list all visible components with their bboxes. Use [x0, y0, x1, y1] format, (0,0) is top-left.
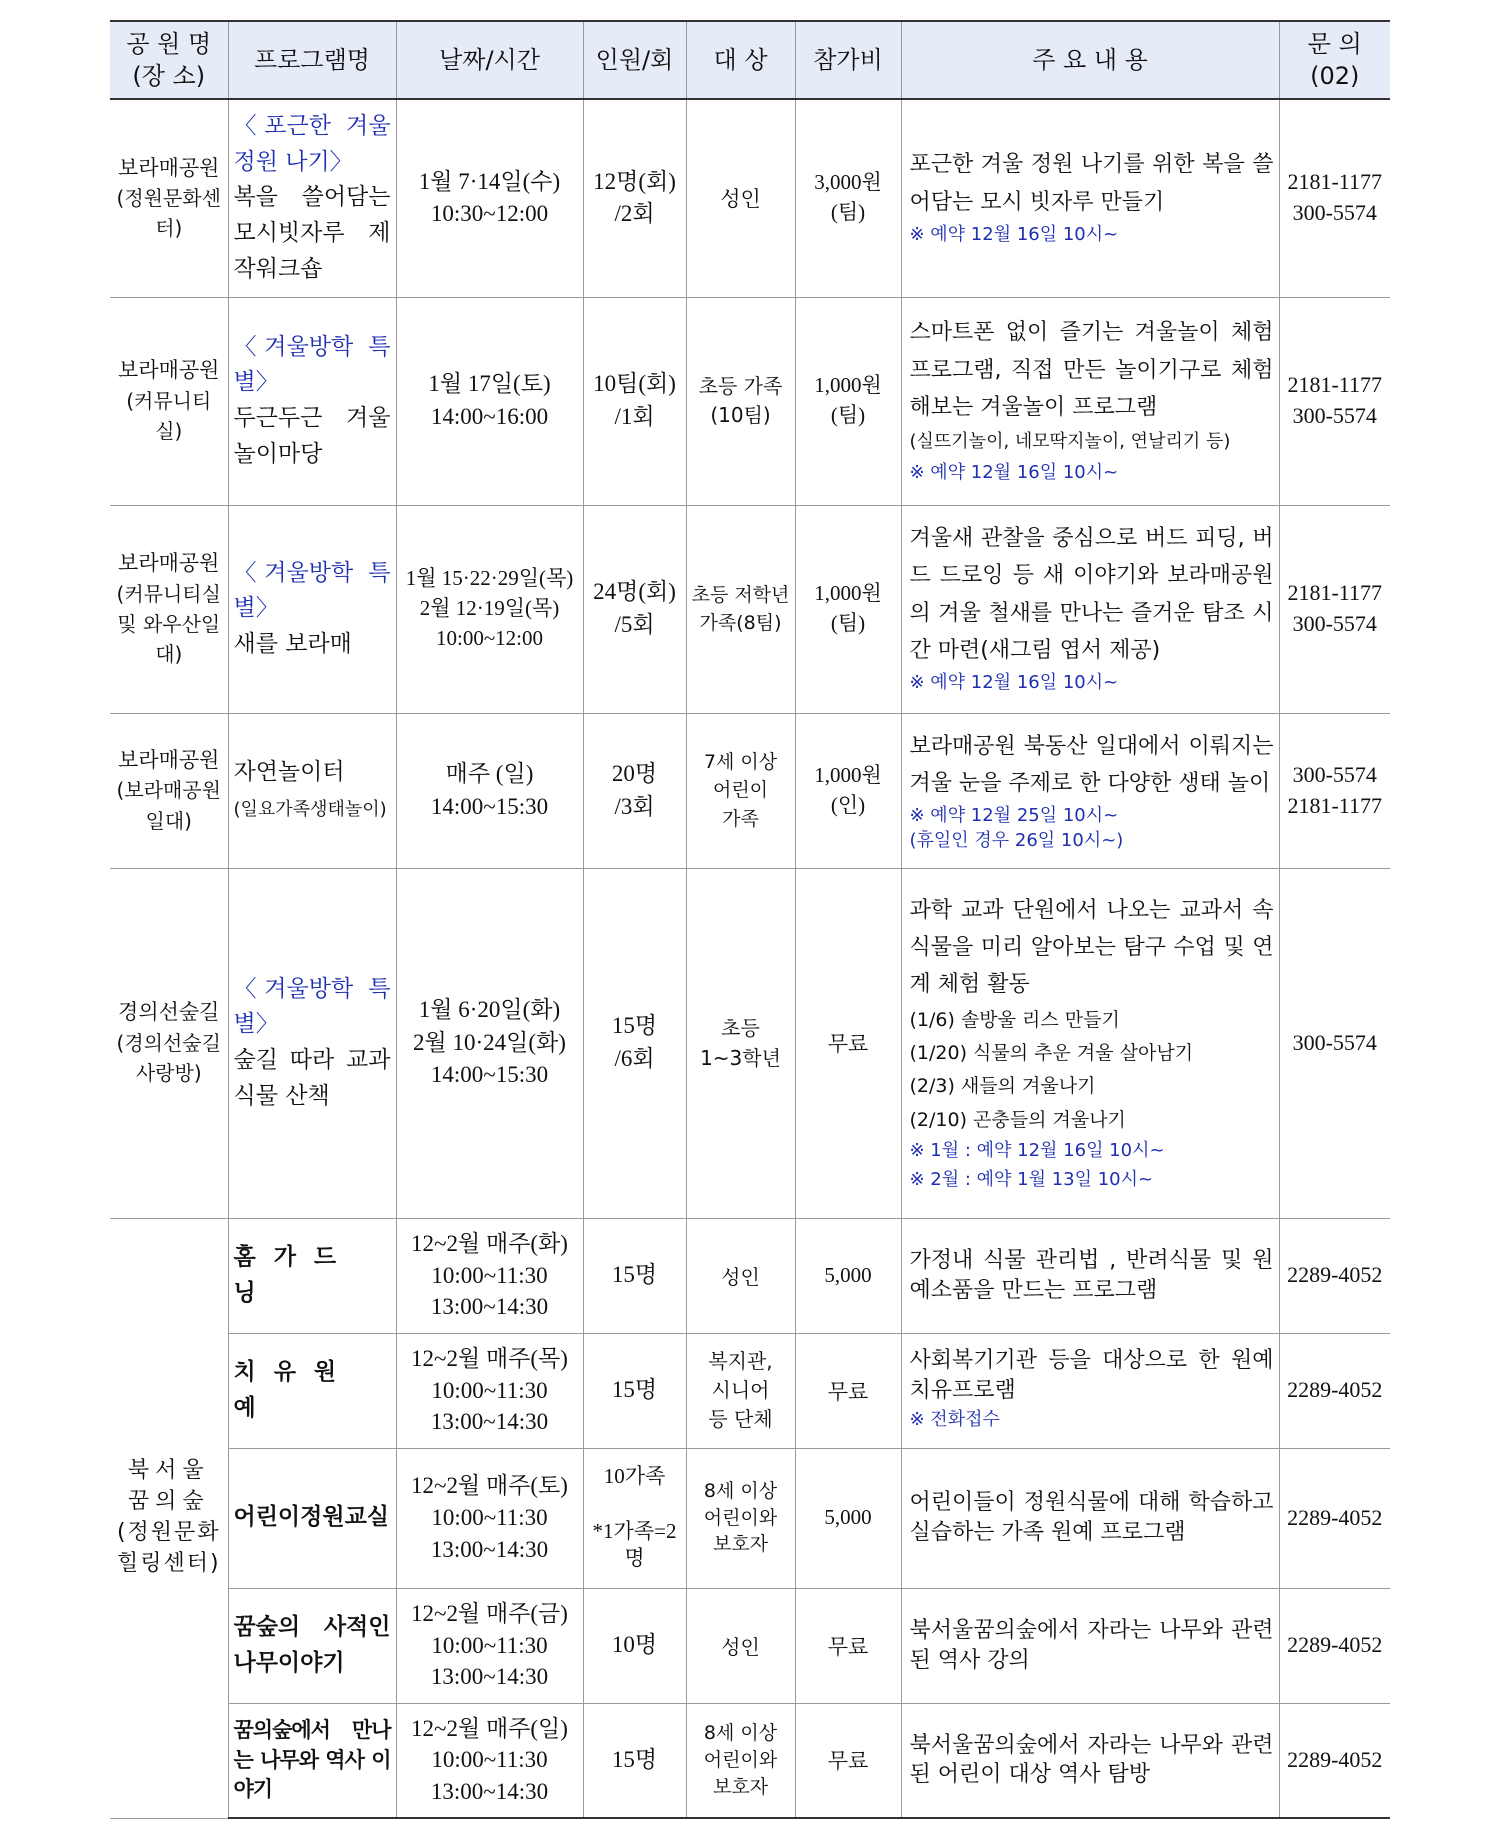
target-cell: 8세 이상 어린이와 보호자	[686, 1703, 795, 1818]
park-cell	[110, 505, 228, 713]
table-row	[110, 1703, 1390, 1818]
program-name: 새를 보라매	[233, 630, 352, 657]
capacity-cell: 15명	[583, 1218, 686, 1333]
capacity-cell: 24명(회) /5회	[583, 505, 686, 713]
contact-cell: 2289-4052	[1279, 1333, 1390, 1448]
contact-cell: 2181-1177 300-5574	[1279, 99, 1390, 297]
reservation-note: ※ 예약 12월 16일 10시~	[909, 672, 1119, 694]
contact-cell: 300-5574 2181-1177	[1279, 713, 1390, 868]
park-name: 경의선숲길	[118, 1000, 220, 1025]
program-tag: 〈겨울방학 특별〉	[233, 975, 391, 1038]
program-cell: 어린이정원교실	[228, 1448, 396, 1588]
fee-cell: 무료	[795, 1703, 901, 1818]
fee-cell: 무료	[795, 868, 901, 1218]
target-cell: 초등 1~3학년	[686, 868, 795, 1218]
target-cell: 성인	[686, 99, 795, 297]
park-name: 북서울 꿈의숲	[127, 1458, 210, 1515]
target-cell: 성인	[686, 1218, 795, 1333]
park-place: (경의선숲길 사랑방)	[116, 1030, 221, 1086]
contact-cell: 2181-1177 300-5574	[1279, 505, 1390, 713]
program-cell: 꿈숲의 사적인 나무이야기	[228, 1588, 396, 1703]
capacity-cell: 10팀(회) /1회	[583, 297, 686, 505]
program-cell	[228, 713, 396, 868]
datetime-cell: 12~2월 매주(화) 10:00~11:30 13:00~14:30	[396, 1218, 583, 1333]
contact-cell: 2289-4052	[1279, 1703, 1390, 1818]
content-cell	[901, 713, 1279, 868]
park-place: (정원문화 힐링센터)	[116, 1520, 221, 1576]
contact-cell: 2289-4052	[1279, 1218, 1390, 1333]
program-subtitle: (일요가족생태놀이)	[233, 798, 387, 820]
program-cell	[228, 868, 396, 1218]
program-name: 자연놀이터	[233, 758, 345, 785]
fee-cell: 1,000원 (팀)	[795, 505, 901, 713]
reservation-note: ※ 전화접수	[909, 1408, 1000, 1430]
header-park: 공 원 명 (장 소)	[110, 21, 228, 99]
program-tag: 〈겨울방학 특별〉	[233, 559, 391, 622]
program-table	[110, 20, 1390, 1819]
park-name: 보라매공원	[118, 358, 220, 383]
content-text: 보라매공원 북동산 일대에서 이뤄지는 겨울 눈을 주제로 한 다양한 생태 놀이	[909, 733, 1274, 797]
target-cell: 7세 이상 어린이 가족	[686, 713, 795, 868]
reservation-note: ※ 예약 12월 16일 10시~	[909, 461, 1119, 483]
capacity-cell: 10가족 *1가족=2명	[583, 1448, 686, 1588]
program-name: 두근두근 겨울놀이마당	[233, 405, 391, 467]
content-text: 스마트폰 없이 즐기는 겨울놀이 체험 프로그램, 직접 만든 놀이기구로 체험해보는 겨울놀이 프로그램	[909, 320, 1274, 421]
park-cell	[110, 713, 228, 868]
datetime-cell: 12~2월 매주(일) 10:00~11:30 13:00~14:30	[396, 1703, 583, 1818]
park-place: (정원문화센터)	[116, 186, 221, 241]
header-datetime: 날짜/시간	[396, 21, 583, 99]
park-cell	[110, 1218, 228, 1818]
content-list-item: (1/20) 식물의 추운 겨울 살아남기	[909, 1042, 1194, 1065]
program-tag: 〈포근한 겨울 정원 나기〉	[233, 113, 391, 175]
header-fee: 참가비	[795, 21, 901, 99]
park-cell	[110, 99, 228, 297]
content-text: 겨울새 관찰을 중심으로 버드 피딩, 버드 드로잉 등 새 이야기와 보라매공원의 겨울 철새를 만나는 즐거운 탐조 시간 마련(새그림 엽서 제공)	[909, 525, 1274, 663]
table-row	[110, 1448, 1390, 1588]
table-row	[110, 99, 1390, 297]
content-text: 포근한 겨울 정원 나기를 위한 복을 쓸어담는 모시 빗자루 만들기	[909, 152, 1274, 215]
fee-cell: 무료	[795, 1333, 901, 1448]
target-cell: 초등 저학년 가족(8팀)	[686, 505, 795, 713]
datetime-cell: 12~2월 매주(토) 10:00~11:30 13:00~14:30	[396, 1448, 583, 1588]
capacity-cell: 15명	[583, 1333, 686, 1448]
fee-cell: 3,000원 (팀)	[795, 99, 901, 297]
contact-cell: 2181-1177 300-5574	[1279, 297, 1390, 505]
program-cell	[228, 505, 396, 713]
datetime-cell: 12~2월 매주(금) 10:00~11:30 13:00~14:30	[396, 1588, 583, 1703]
contact-cell: 2289-4052	[1279, 1588, 1390, 1703]
header-capacity: 인원/회	[583, 21, 686, 99]
target-cell: 복지관, 시니어 등 단체	[686, 1333, 795, 1448]
datetime-cell: 12~2월 매주(목) 10:00~11:30 13:00~14:30	[396, 1333, 583, 1448]
content-text: 과학 교과 단원에서 나오는 교과서 속 식물을 미리 알아보는 탐구 수업 및 연계 체험 활동	[909, 897, 1274, 998]
content-cell: 북서울꿈의숲에서 자라는 나무와 관련된 역사 강의	[901, 1588, 1279, 1703]
capacity-cell: 15명 /6회	[583, 868, 686, 1218]
datetime-cell: 1월 17일(토) 14:00~16:00	[396, 297, 583, 505]
header-row	[110, 21, 1390, 99]
contact-cell: 2289-4052	[1279, 1448, 1390, 1588]
park-place: (커뮤니티실)	[126, 388, 212, 444]
table-row	[110, 297, 1390, 505]
park-cell	[110, 868, 228, 1218]
content-detail: (실뜨기놀이, 네모딱지놀이, 연날리기 등)	[909, 431, 1231, 453]
program-name: 숲길 따라 교과 식물 산책	[233, 1047, 391, 1109]
table-row	[110, 1218, 1390, 1333]
target-cell: 성인	[686, 1588, 795, 1703]
content-cell: 어린이들이 정원식물에 대해 학습하고 실습하는 가족 원예 프로그램	[901, 1448, 1279, 1588]
header-contact: 문 의 (02)	[1279, 21, 1390, 99]
content-cell: 가정내 식물 관리법 , 반려식물 및 원예소품을 만드는 프로그램	[901, 1218, 1279, 1333]
park-cell	[110, 297, 228, 505]
fee-cell: 1,000원 (인)	[795, 713, 901, 868]
capacity-cell: 20명 /3회	[583, 713, 686, 868]
reservation-note: ※ 예약 12월 16일 10시~	[909, 224, 1119, 246]
content-cell: 북서울꿈의숲에서 자라는 나무와 관련된 어린이 대상 역사 탐방	[901, 1703, 1279, 1818]
content-list-item: (1/6) 솔방울 리스 만들기	[909, 1008, 1120, 1031]
park-place: (커뮤니티실 및 와우산일대)	[116, 581, 221, 667]
table-row	[110, 868, 1390, 1218]
content-text: 사회복기기관 등을 대상으로 한 원예치유프로램	[909, 1348, 1274, 1404]
table-row	[110, 1333, 1390, 1448]
reservation-note: ※ 예약 12월 25일 10시~ (휴일인 경우 26일 10시~)	[909, 804, 1124, 851]
program-cell: 꿈의숲에서 만나는 나무와 역사 이야기	[228, 1703, 396, 1818]
datetime-cell: 1월 7·14일(수) 10:30~12:00	[396, 99, 583, 297]
fee-cell: 5,000	[795, 1218, 901, 1333]
content-cell	[901, 297, 1279, 505]
program-cell	[228, 99, 396, 297]
content-list-item: (2/10) 곤충들의 겨울나기	[909, 1108, 1126, 1131]
content-cell	[901, 99, 1279, 297]
header-target: 대 상	[686, 21, 795, 99]
fee-cell: 5,000	[795, 1448, 901, 1588]
datetime-cell: 매주 (일) 14:00~15:30	[396, 713, 583, 868]
content-cell	[901, 868, 1279, 1218]
park-name: 보라매공원	[118, 155, 220, 180]
program-cell: 홈가드닝	[228, 1218, 396, 1333]
header-content: 주 요 내 용	[901, 21, 1279, 99]
content-cell	[901, 1333, 1279, 1448]
program-tag: 〈겨울방학 특별〉	[233, 333, 391, 396]
table-row	[110, 713, 1390, 868]
table-row	[110, 1588, 1390, 1703]
content-list-item: (2/3) 새들의 겨울나기	[909, 1075, 1096, 1098]
program-cell: 치유원예	[228, 1333, 396, 1448]
fee-cell: 무료	[795, 1588, 901, 1703]
program-name: 복을 쓸어담는 모시빗자루 제작워크숍	[233, 184, 391, 282]
header-program: 프로그램명	[228, 21, 396, 99]
reservation-note: ※ 1월 : 예약 12월 16일 10시~ ※ 2월 : 예약 1월 13일 10시~	[909, 1139, 1165, 1190]
content-cell	[901, 505, 1279, 713]
datetime-cell: 1월 15·22·29일(목) 2월 12·19일(목) 10:00~12:00	[396, 505, 583, 713]
fee-cell: 1,000원 (팀)	[795, 297, 901, 505]
park-name: 보라매공원	[118, 551, 220, 576]
contact-cell: 300-5574	[1279, 868, 1390, 1218]
target-cell: 8세 이상 어린이와 보호자	[686, 1448, 795, 1588]
park-name: 보라매공원	[118, 747, 220, 772]
target-cell: 초등 가족 (10팀)	[686, 297, 795, 505]
datetime-cell: 1월 6·20일(화) 2월 10·24일(화) 14:00~15:30	[396, 868, 583, 1218]
program-cell	[228, 297, 396, 505]
table-row	[110, 505, 1390, 713]
capacity-cell: 15명	[583, 1703, 686, 1818]
park-place: (보라매공원 일대)	[116, 778, 221, 833]
capacity-cell: 12명(회) /2회	[583, 99, 686, 297]
capacity-cell: 10명	[583, 1588, 686, 1703]
